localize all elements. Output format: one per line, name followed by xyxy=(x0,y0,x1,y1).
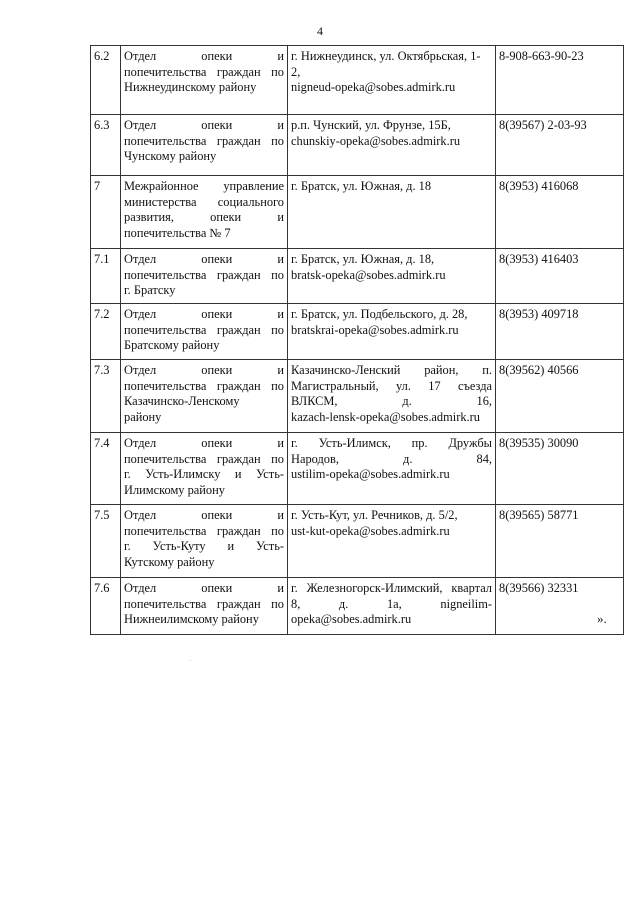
scan-dot xyxy=(190,660,191,661)
office-address-line: 2, xyxy=(291,64,301,79)
office-address-line: ВЛКСМ, д. 16, xyxy=(291,394,492,409)
office-name xyxy=(121,249,288,304)
office-address xyxy=(288,46,496,115)
office-address-line: г. Усть-Илимск, пр. Дружбы xyxy=(291,436,492,450)
row-number: 7.4 xyxy=(91,433,121,505)
office-name-line: Отдел опеки и xyxy=(124,508,284,522)
office-phone: 8(3953) 416403 xyxy=(496,249,624,304)
office-name-line: попечительства граждан по xyxy=(124,322,284,337)
office-address-line: г. Усть-Кут, ул. Речников, д. 5/2, xyxy=(291,508,458,522)
office-address-line: opeka@sobes.admirk.ru xyxy=(291,612,412,627)
table-row xyxy=(91,249,624,304)
office-address-line: г. Нижнеудинск, ул. Октябрьская, 1- xyxy=(291,49,481,63)
office-address-line: Народов, д. 84, xyxy=(291,451,492,466)
office-name xyxy=(121,578,288,635)
table-row xyxy=(91,176,624,249)
office-address-line: г. Братск, ул. Южная, д. 18, xyxy=(291,252,435,266)
table-row xyxy=(91,304,624,360)
office-address xyxy=(288,115,496,176)
office-name-line: попечительства № 7 xyxy=(124,225,231,240)
office-address xyxy=(288,433,496,505)
office-address-line: bratsk-opeka@sobes.admirk.ru xyxy=(291,267,446,282)
office-name-line: Отдел опеки и xyxy=(124,363,284,377)
office-name-line: министерства социального xyxy=(124,194,284,209)
table-row xyxy=(91,578,624,635)
office-address-line: ustilim-opeka@sobes.admirk.ru xyxy=(291,467,450,482)
office-address xyxy=(288,578,496,635)
office-name-line: г. Усть-Куту и Усть- xyxy=(124,539,284,554)
table-row xyxy=(91,360,624,433)
office-phone: 8(39535) 30090 xyxy=(496,433,624,505)
office-name-line: попечительства граждан по xyxy=(124,451,284,466)
office-address-line: kazach-lensk-opeka@sobes.admirk.ru xyxy=(291,409,480,424)
table-row xyxy=(91,46,624,115)
office-name-line: попечительства граждан по xyxy=(124,596,284,611)
row-number: 7.1 xyxy=(91,249,121,304)
guardianship-offices-table xyxy=(90,45,624,635)
office-name-line: району xyxy=(124,409,162,424)
office-address-line: р.п. Чунский, ул. Фрунзе, 15Б, xyxy=(291,118,451,132)
office-name-line: Чунскому району xyxy=(124,149,217,164)
office-name-line: Илимскому району xyxy=(124,482,225,497)
row-number: 7 xyxy=(91,176,121,249)
office-name-line: попечительства граждан по xyxy=(124,64,284,79)
office-name-line: Отдел опеки и xyxy=(124,581,284,595)
row-number: 7.5 xyxy=(91,505,121,578)
table-row xyxy=(91,505,624,578)
office-address-line: г. Братск, ул. Южная, д. 18 xyxy=(291,179,432,193)
page-number: 4 xyxy=(317,24,323,38)
closing-quote-mark: ». xyxy=(597,611,607,626)
office-phone: 8(3953) 409718 xyxy=(496,304,624,360)
office-name xyxy=(121,46,288,115)
office-name xyxy=(121,115,288,176)
office-address-line: г. Железногорск-Илимский, квартал xyxy=(291,581,492,595)
office-address xyxy=(288,505,496,578)
office-name-line: попечительства граждан по xyxy=(124,267,284,282)
office-phone: 8(3953) 416068 xyxy=(496,176,624,249)
office-address-line: bratskrai-opeka@sobes.admirk.ru xyxy=(291,322,459,337)
office-name-line: попечительства граждан по xyxy=(124,523,284,538)
office-address xyxy=(288,249,496,304)
office-address-line: 8, д. 1а, nigneilim- xyxy=(291,596,492,611)
office-name-line: Казачинско-Ленскому xyxy=(124,394,240,409)
office-address xyxy=(288,176,496,249)
office-name xyxy=(121,505,288,578)
office-name-line: Отдел опеки и xyxy=(124,118,284,132)
office-name xyxy=(121,304,288,360)
office-address-line: Казачинско-Ленский район, п. xyxy=(291,363,492,377)
office-address xyxy=(288,304,496,360)
office-phone: 8(39565) 58771 xyxy=(496,505,624,578)
office-name-line: Отдел опеки и xyxy=(124,252,284,266)
office-name-line: Отдел опеки и xyxy=(124,49,284,63)
table-body xyxy=(91,46,624,635)
office-phone: 8(39567) 2-03-93 xyxy=(496,115,624,176)
row-number: 6.2 xyxy=(91,46,121,115)
office-name-line: Нижнеудинскому району xyxy=(124,80,257,95)
office-address-line: г. Братск, ул. Подбельского, д. 28, xyxy=(291,307,468,321)
office-name xyxy=(121,176,288,249)
row-number: 7.3 xyxy=(91,360,121,433)
office-name-line: Братскому району xyxy=(124,338,220,353)
office-name-line: Нижнеилимскому району xyxy=(124,612,259,627)
office-address-line: chunskiy-opeka@sobes.admirk.ru xyxy=(291,133,461,148)
office-phone: 8(39566) 32331 xyxy=(496,578,624,635)
office-name-line: Кутскому району xyxy=(124,554,215,569)
office-name-line: Отдел опеки и xyxy=(124,436,284,450)
office-name-line: попечительства граждан по xyxy=(124,133,284,148)
office-name-line: Отдел опеки и xyxy=(124,307,284,321)
row-number: 7.6 xyxy=(91,578,121,635)
row-number: 6.3 xyxy=(91,115,121,176)
table-row xyxy=(91,433,624,505)
office-name-line: попечительства граждан по xyxy=(124,378,284,393)
office-name xyxy=(121,360,288,433)
office-name-line: Межрайонное управление xyxy=(124,179,284,193)
office-phone: 8(39562) 40566 xyxy=(496,360,624,433)
table-row xyxy=(91,115,624,176)
office-name-line: развития, опеки и xyxy=(124,210,284,225)
row-number: 7.2 xyxy=(91,304,121,360)
office-name-line: г. Братску xyxy=(124,283,176,298)
office-address-line: ust-kut-opeka@sobes.admirk.ru xyxy=(291,523,450,538)
office-name xyxy=(121,433,288,505)
office-phone: 8-908-663-90-23 xyxy=(496,46,624,115)
office-address-line: nigneud-opeka@sobes.admirk.ru xyxy=(291,80,456,95)
office-address xyxy=(288,360,496,433)
office-name-line: г. Усть-Илимску и Усть- xyxy=(124,467,284,482)
office-address-line: Магистральный, ул. 17 съезда xyxy=(291,378,492,393)
